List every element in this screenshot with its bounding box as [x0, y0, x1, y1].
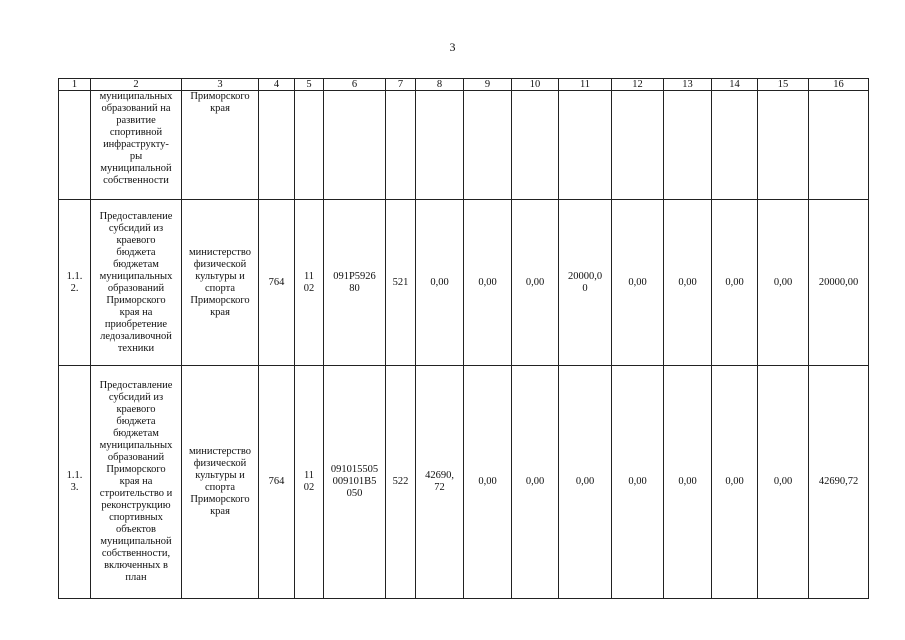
table-cell: 0,00	[758, 366, 809, 599]
column-header: 2	[91, 79, 182, 91]
table-cell	[295, 91, 324, 200]
table-cell: 0,00	[464, 200, 512, 366]
table-row	[59, 366, 869, 599]
administrator-cell: министерство физической культуры и спорта Приморского края	[182, 200, 259, 366]
table-cell: 0,00	[464, 366, 512, 599]
table-cell: 20000,00	[809, 200, 869, 366]
table-cell: 0,00	[758, 200, 809, 366]
description-cell: Предоставление субсидий из краевого бюджета бюджетам муниципальных образований Приморского края на приобретение ледозаливочной техники	[91, 200, 182, 366]
administrator-cell: министерство физической культуры и спорта Приморского края	[182, 366, 259, 599]
table-cell: 0,00	[664, 366, 712, 599]
column-header: 11	[559, 79, 612, 91]
table-cell	[464, 91, 512, 200]
table-cell	[664, 91, 712, 200]
table-cell: 091P5926 80	[324, 200, 386, 366]
table-cell: 764	[259, 366, 295, 599]
budget-table	[58, 78, 869, 599]
table-cell	[259, 91, 295, 200]
column-header: 15	[758, 79, 809, 91]
table-cell: 42690, 72	[416, 366, 464, 599]
column-header: 7	[386, 79, 416, 91]
column-header: 14	[712, 79, 758, 91]
table-cell: 42690,72	[809, 366, 869, 599]
table-cell: 522	[386, 366, 416, 599]
row-number-cell	[59, 91, 91, 200]
column-header: 3	[182, 79, 259, 91]
table-cell: 0,00	[664, 200, 712, 366]
table-cell	[809, 91, 869, 200]
table-row	[59, 91, 869, 200]
column-header: 12	[612, 79, 664, 91]
table-cell	[712, 91, 758, 200]
table-cell: 20000,0 0	[559, 200, 612, 366]
administrator-cell: Приморского края	[182, 91, 259, 200]
table-cell	[612, 91, 664, 200]
table-cell: 0,00	[512, 200, 559, 366]
row-number-cell: 1.1. 2.	[59, 200, 91, 366]
table-cell: 0,00	[416, 200, 464, 366]
table-cell: 0,00	[612, 200, 664, 366]
column-header: 9	[464, 79, 512, 91]
table-cell: 11 02	[295, 366, 324, 599]
table-cell: 0,00	[559, 366, 612, 599]
table-row	[59, 200, 869, 366]
table-cell	[512, 91, 559, 200]
table-cell	[758, 91, 809, 200]
column-header: 1	[59, 79, 91, 91]
table-cell: 764	[259, 200, 295, 366]
column-header: 10	[512, 79, 559, 91]
table-cell	[324, 91, 386, 200]
table-cell: 091015505 009101B5 050	[324, 366, 386, 599]
table-cell: 0,00	[712, 200, 758, 366]
column-header: 5	[295, 79, 324, 91]
row-number-cell: 1.1. 3.	[59, 366, 91, 599]
column-header: 4	[259, 79, 295, 91]
description-cell: Предоставление субсидий из краевого бюджета бюджетам муниципальных образований Приморского края на строительство и реконструкцию спортивных объектов муниципальной собственности, включенных в план	[91, 366, 182, 599]
table-header-row	[59, 79, 869, 91]
column-header: 16	[809, 79, 869, 91]
column-header: 13	[664, 79, 712, 91]
column-header: 8	[416, 79, 464, 91]
table-cell	[386, 91, 416, 200]
page-number: 3	[449, 40, 456, 54]
table-cell	[559, 91, 612, 200]
table-cell: 0,00	[612, 366, 664, 599]
table-cell	[416, 91, 464, 200]
description-cell: муниципальных образований на развитие спортивной инфраструкту- ры муниципальной собственности	[91, 91, 182, 200]
column-header: 6	[324, 79, 386, 91]
table-cell: 521	[386, 200, 416, 366]
table-cell: 0,00	[512, 366, 559, 599]
table-cell: 0,00	[712, 366, 758, 599]
table-cell: 11 02	[295, 200, 324, 366]
